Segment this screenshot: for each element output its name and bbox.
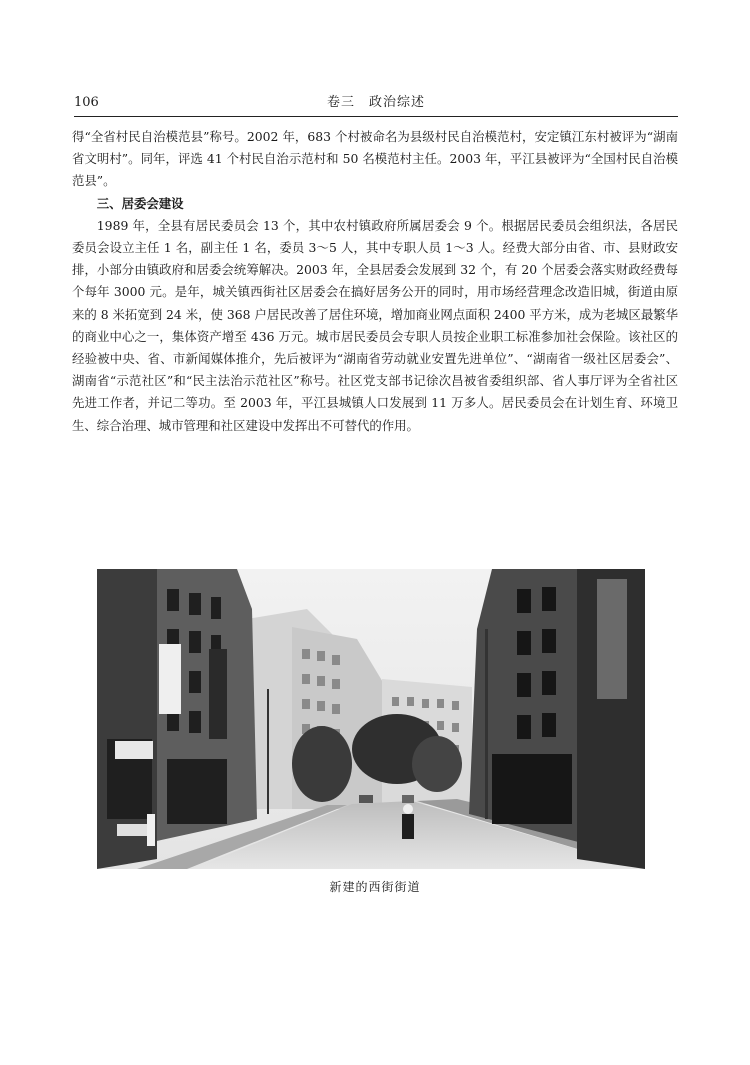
section-heading: 三、居委会建设 (96, 195, 184, 211)
page-header (74, 92, 678, 114)
running-title: 卷三 政治综述 (326, 95, 425, 110)
header-rule (74, 116, 678, 117)
paragraph-residents-committees: 1989 年，全县有居民委员会 13 个，其中农村镇政府所属居委会 9 个。根据居民委员会组织法，各居民委员会设立主任 1 名，副主任 1 名，委员 3～5 人，其中专职人员 1～3 人。经费大部分由省、市、县财政安排，小部分由镇政府和居委会统筹解决。2003 年，全县居委会发展到 32 个，有 20 个居委会落实财政经费每个每年 3000 元。是年，城关镇西街社区居委会在搞好居务公开的同时，用市场经营理念改造旧城，街道由原来的 8 米拓宽到 24 米，使 368 户居民改善了居住环境，增加商业网点面积 2400 平方米，成为老城区最繁华的商业中心之一，集体资产增至 436 万元。城市居民委员会专职人员按企业职工标准参加社会保险。该社区的经验被中央、省、市新闻媒体推介，先后被评为“湖南省劳动就业安置先进单位”、“湖南省一级社区居委会”、湖南省“示范社区”和“民主法治示范社区”称号。社区党支部书记徐次昌被省委组织部、省人事厅评为全省社区先进工作者，并记二等功。至 2003 年，平江县城镇人口发展到 11 万多人。居民委员会在计划生育、环境卫生、综合治理、城市管理和社区建设中发挥出不可替代的作用。 (72, 217, 678, 433)
photo-caption: 新建的西街街道 (329, 880, 421, 894)
paragraph-continued: 得“全省村民自治模范县”称号。2002 年，683 个村被命名为县级村民自治模范村，安定镇江东村被评为“湖南省文明村”。同年，评选 41 个村民自治示范村和 50 名模范村主任。2003 年，平江县被评为“全国村民自治模范县”。 (72, 129, 678, 189)
page-number: 106 (74, 95, 99, 110)
body-text (72, 126, 678, 437)
street-photo (97, 569, 645, 869)
street-photo-illustration (97, 569, 645, 869)
